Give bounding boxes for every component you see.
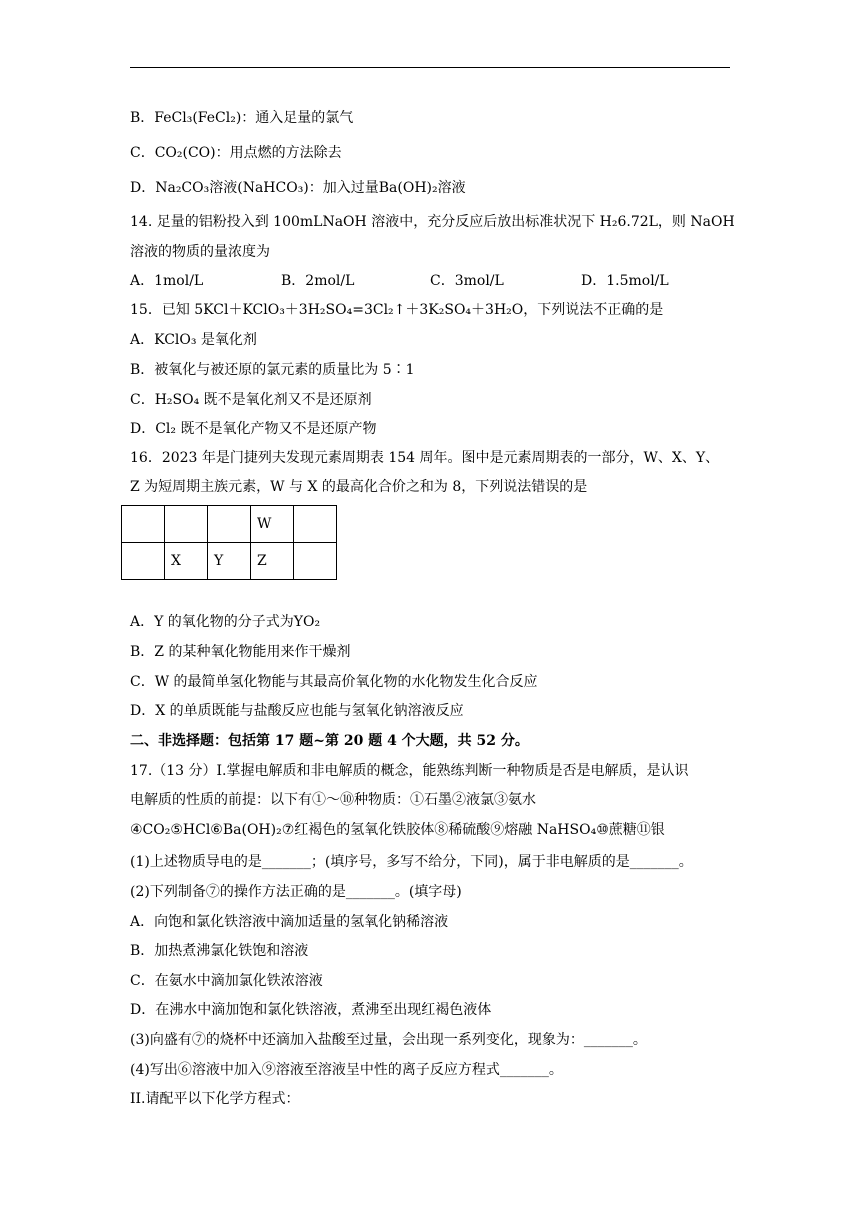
q14-option-c: C．3mol/L (430, 273, 504, 289)
text-line-q15: 15．已知 5KCl＋KClO₃＋3H₂SO₄=3Cl₂↑＋3K₂SO₄＋3H₂O，下列说法不正确的是 (130, 302, 664, 318)
q14-option-a: A．1mol/L (130, 273, 204, 289)
text-line-q17c: ④CO₂⑤HCl⑥Ba(OH)₂⑦红褐色的氢氧化铁胶体⑧稀硫酸⑨熔融 NaHSO₄⑩蔗糖⑪银 (130, 822, 665, 838)
text-line-q16b: Z 为短周期主族元素，W 与 X 的最高化合价之和为 8，下列说法错误的是 (130, 479, 588, 495)
text-line-q15a: A．KClO₃ 是氧化剂 (130, 332, 257, 348)
table-cell (294, 506, 337, 543)
table-cell (165, 506, 208, 543)
text-line-q13b: B．FeCl₃(FeCl₂)：通入足量的氯气 (130, 110, 354, 126)
table-cell: Z (251, 543, 294, 580)
table-cell (122, 543, 165, 580)
table-cell: Y (208, 543, 251, 580)
table-cell (208, 506, 251, 543)
table-cell (294, 543, 337, 580)
text-line-q16oa: A．Y 的氧化物的分子式为YO₂ (130, 614, 321, 630)
table-cell: W (251, 506, 294, 543)
header-rule (130, 67, 730, 68)
text-line-q13d: D．Na₂CO₃溶液(NaHCO₃)：加入过量Ba(OH)₂溶液 (130, 180, 466, 196)
q14-option-d: D．1.5mol/L (581, 273, 669, 289)
table-row (122, 506, 337, 543)
text-line-q17b: 电解质的性质的前提：以下有①～⑩种物质：①石墨②液氯③氨水 (130, 792, 536, 808)
text-line-q13c: C．CO₂(CO)：用点燃的方法除去 (130, 145, 342, 161)
text-line-q17_1: (1)上述物质导电的是_______；(填序号，多写不给分，下同)，属于非电解质的是_______。 (130, 854, 693, 870)
text-line-q17_2b: B．加热煮沸氯化铁饱和溶液 (130, 943, 309, 959)
text-line-q17_3: (3)向盛有⑦的烧杯中还滴加入盐酸至过量，会出现一系列变化，现象为：_______。 (130, 1032, 647, 1048)
text-line-q16a: 16．2023 年是门捷列夫发现元素周期表 154 周年。图中是元素周期表的一部分，W、X、Y、 (130, 450, 720, 466)
text-line-sec2: 二、非选择题：包括第 17 题~第 20 题 4 个大题，共 52 分。 (130, 733, 529, 749)
periodic-table-fragment (121, 505, 337, 580)
table-cell (122, 506, 165, 543)
q14-option-b: B．2mol/L (281, 273, 355, 289)
text-line-q16ob: B．Z 的某种氧化物能用来作干燥剂 (130, 644, 351, 660)
text-line-q17_2c: C．在氨水中滴加氯化铁浓溶液 (130, 973, 323, 989)
text-line-q15d: D．Cl₂ 既不是氧化产物又不是还原产物 (130, 421, 377, 437)
text-line-q14b: 溶液的物质的量浓度为 (130, 244, 270, 260)
text-line-q17_2a: A．向饱和氯化铁溶液中滴加适量的氢氧化钠稀溶液 (130, 914, 449, 930)
text-line-q17_2d: D．在沸水中滴加饱和氯化铁溶液，煮沸至出现红褐色液体 (130, 1002, 492, 1018)
text-line-q15b: B．被氧化与被还原的氯元素的质量比为 5∶1 (130, 362, 415, 378)
table-cell: X (165, 543, 208, 580)
text-line-q17_II: II.请配平以下化学方程式： (130, 1091, 300, 1107)
text-line-q17_4: (4)写出⑥溶液中加入⑨溶液至溶液呈中性的离子反应方程式_______。 (130, 1062, 563, 1078)
text-line-q16od: D．X 的单质既能与盐酸反应也能与氢氧化钠溶液反应 (130, 703, 464, 719)
text-line-q16oc: C．W 的最简单氢化物能与其最高价氧化物的水化物发生化合反应 (130, 674, 538, 690)
text-line-q17_2: (2)下列制备⑦的操作方法正确的是_______。(填字母) (130, 884, 462, 900)
text-line-q17a: 17.（13 分）I.掌握电解质和非电解质的概念，能熟练判断一种物质是否是电解质，是认识 (130, 763, 689, 779)
text-line-q14a: 14. 足量的铝粉投入到 100mLNaOH 溶液中，充分反应后放出标准状况下 H₂6.72L，则 NaOH (130, 214, 735, 230)
table-row (122, 543, 337, 580)
text-line-q15c: C．H₂SO₄ 既不是氧化剂又不是还原剂 (130, 392, 372, 408)
